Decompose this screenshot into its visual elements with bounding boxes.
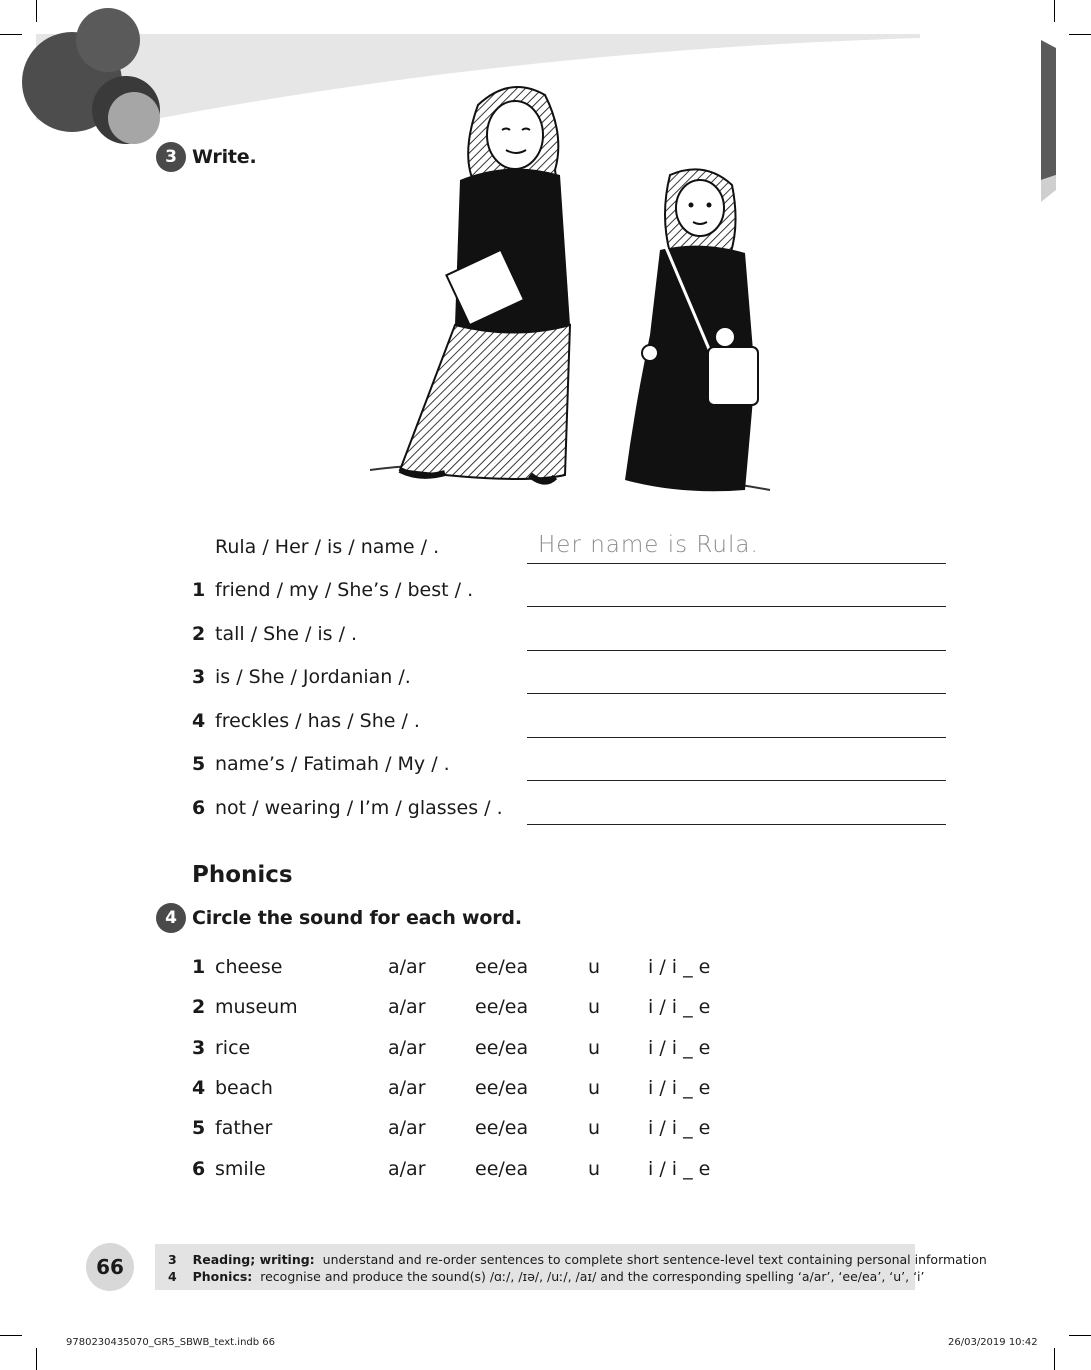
sound-option-u[interactable]: u xyxy=(588,1158,601,1180)
write-row xyxy=(0,660,1091,700)
write-prompt: friend / my / She’s / best / . xyxy=(215,579,474,601)
sound-option-a-ar[interactable]: a/ar xyxy=(388,1077,426,1099)
write-prompt: tall / She / is / . xyxy=(215,623,358,645)
answer-line[interactable] xyxy=(527,737,946,738)
crop-mark xyxy=(0,1335,22,1336)
print-slug-date: 26/03/2019 10:42 xyxy=(948,1337,1038,1348)
item-number: 5 xyxy=(192,753,206,775)
write-row xyxy=(0,791,1091,831)
write-row xyxy=(0,617,1091,657)
note-number: 4 xyxy=(168,1269,177,1284)
phonics-row xyxy=(0,992,1091,1028)
note-text: recognise and produce the sound(s) /ɑː/, /ɪə/, /uː/, /aɪ/ and the corresponding spelling ‘a/ar’, ‘ee/ea’, ‘u’, ‘i’ xyxy=(260,1269,925,1284)
sound-option-u[interactable]: u xyxy=(588,1117,601,1139)
illustration-two-girls xyxy=(360,75,780,505)
phonics-word: cheese xyxy=(215,956,283,978)
sound-option-a-ar[interactable]: a/ar xyxy=(388,1117,426,1139)
item-number: 3 xyxy=(192,1037,206,1059)
note-label: Reading; writing: xyxy=(192,1252,315,1267)
sound-option-i-i-e[interactable]: i / i _ e xyxy=(648,1077,711,1099)
phonics-word: rice xyxy=(215,1037,251,1059)
exercise-4-header xyxy=(156,903,522,933)
sound-option-u[interactable]: u xyxy=(588,1037,601,1059)
teacher-note-3 xyxy=(168,1252,987,1267)
item-number: 4 xyxy=(192,1077,206,1099)
sound-option-ee-ea[interactable]: ee/ea xyxy=(475,996,529,1018)
item-number: 1 xyxy=(192,956,206,978)
write-prompt: is / She / Jordanian /. xyxy=(215,666,411,688)
phonics-word: beach xyxy=(215,1077,273,1099)
write-prompt: freckles / has / She / . xyxy=(215,710,420,732)
sound-option-ee-ea[interactable]: ee/ea xyxy=(475,1117,529,1139)
crop-mark xyxy=(36,1348,37,1370)
note-label: Phonics: xyxy=(192,1269,253,1284)
sound-option-u[interactable]: u xyxy=(588,1077,601,1099)
write-row xyxy=(0,704,1091,744)
note-text: understand and re-order sentences to complete short sentence-level text containing personal information xyxy=(322,1252,987,1267)
sound-option-ee-ea[interactable]: ee/ea xyxy=(475,1077,529,1099)
write-example-prompt: Rula / Her / is / name / . xyxy=(215,536,440,558)
phonics-row xyxy=(0,1073,1091,1109)
phonics-row xyxy=(0,1033,1091,1069)
sound-option-u[interactable]: u xyxy=(588,996,601,1018)
sound-option-u[interactable]: u xyxy=(588,956,601,978)
sound-option-ee-ea[interactable]: ee/ea xyxy=(475,1158,529,1180)
exercise-title: Write. xyxy=(192,146,257,168)
crop-mark xyxy=(1054,1348,1055,1370)
sound-option-ee-ea[interactable]: ee/ea xyxy=(475,1037,529,1059)
phonics-word: smile xyxy=(215,1158,266,1180)
sound-option-ee-ea[interactable]: ee/ea xyxy=(475,956,529,978)
phonics-word: museum xyxy=(215,996,298,1018)
phonics-row xyxy=(0,1154,1091,1190)
sound-option-a-ar[interactable]: a/ar xyxy=(388,1158,426,1180)
write-example-answer: Her name is Rula. xyxy=(538,532,759,558)
item-number: 2 xyxy=(192,996,206,1018)
phonics-word: father xyxy=(215,1117,273,1139)
sound-option-i-i-e[interactable]: i / i _ e xyxy=(648,956,711,978)
item-number: 2 xyxy=(192,623,206,645)
write-prompt: not / wearing / I’m / glasses / . xyxy=(215,797,503,819)
exercise-3-header xyxy=(156,142,257,172)
write-prompt: name’s / Fatimah / My / . xyxy=(215,753,450,775)
write-row xyxy=(0,747,1091,787)
answer-line[interactable] xyxy=(527,693,946,694)
exercise-title: Circle the sound for each word. xyxy=(192,907,522,929)
answer-line[interactable] xyxy=(527,650,946,651)
sound-option-i-i-e[interactable]: i / i _ e xyxy=(648,996,711,1018)
sound-option-a-ar[interactable]: a/ar xyxy=(388,1037,426,1059)
print-slug-file: 9780230435070_GR5_SBWB_text.indb 66 xyxy=(66,1337,275,1348)
sound-option-i-i-e[interactable]: i / i _ e xyxy=(648,1037,711,1059)
exercise-number-badge: 3 xyxy=(156,142,186,172)
item-number: 6 xyxy=(192,1158,206,1180)
phonics-heading: Phonics xyxy=(192,862,293,888)
write-row xyxy=(0,573,1091,613)
phonics-row xyxy=(0,1113,1091,1149)
exercise-number-badge: 4 xyxy=(156,903,186,933)
item-number: 4 xyxy=(192,710,206,732)
sound-option-i-i-e[interactable]: i / i _ e xyxy=(648,1117,711,1139)
item-number: 5 xyxy=(192,1117,206,1139)
answer-line[interactable] xyxy=(527,780,946,781)
page-number: 66 xyxy=(86,1243,134,1291)
answer-line[interactable] xyxy=(527,824,946,825)
note-number: 3 xyxy=(168,1252,177,1267)
write-example-row xyxy=(0,530,1091,570)
item-number: 6 xyxy=(192,797,206,819)
item-number: 3 xyxy=(192,666,206,688)
teacher-note-4 xyxy=(168,1269,925,1284)
sound-option-i-i-e[interactable]: i / i _ e xyxy=(648,1158,711,1180)
crop-mark xyxy=(1069,1335,1091,1336)
sound-option-a-ar[interactable]: a/ar xyxy=(388,956,426,978)
answer-line[interactable] xyxy=(527,563,946,564)
answer-line[interactable] xyxy=(527,606,946,607)
sound-option-a-ar[interactable]: a/ar xyxy=(388,996,426,1018)
phonics-row xyxy=(0,952,1091,988)
item-number: 1 xyxy=(192,579,206,601)
